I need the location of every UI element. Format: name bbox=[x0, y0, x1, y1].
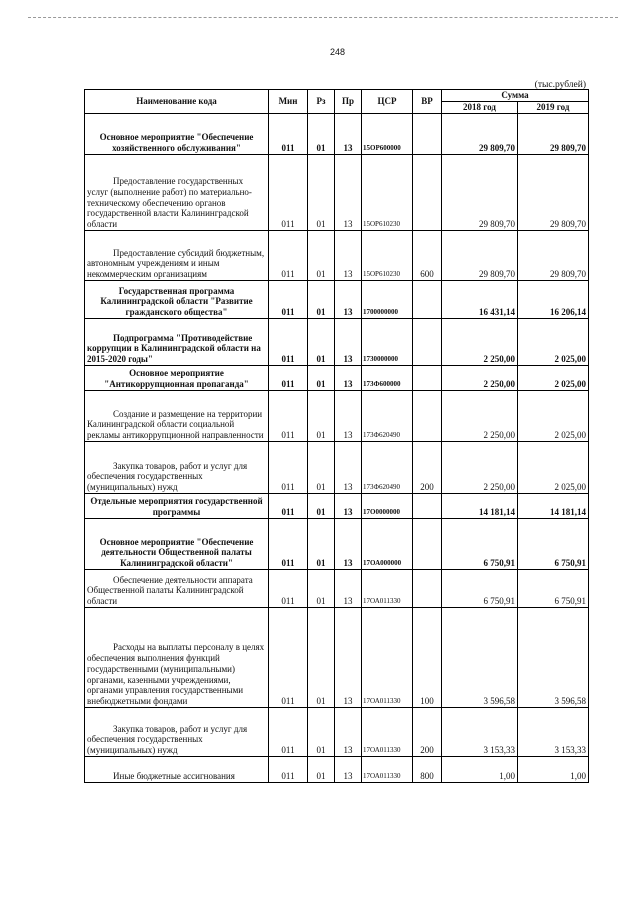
page-number: 248 bbox=[330, 47, 346, 57]
row-name: Расходы на выплаты персоналу в целях обеспечения выполнения функций государственными (муниципальными) органами, казенными учреждениями, органами управления государственными внебюджетными фондами bbox=[85, 607, 269, 707]
row-pr: 13 bbox=[335, 493, 362, 518]
row-csr: 15ОР610230 bbox=[362, 230, 413, 280]
table-row bbox=[85, 493, 589, 518]
row-value-2018: 2 250,00 bbox=[442, 365, 518, 390]
row-rz: 01 bbox=[308, 707, 335, 756]
row-value-2019: 3 153,33 bbox=[518, 707, 589, 756]
row-csr: 1700000000 bbox=[362, 280, 413, 318]
row-csr: 17ОА011330 bbox=[362, 569, 413, 607]
row-name: Создание и размещение на территории Калининградской области социальной рекламы антикоррупционной направленности bbox=[85, 390, 269, 441]
header-rz: Рз bbox=[308, 90, 335, 114]
row-rz: 01 bbox=[308, 441, 335, 493]
row-pr: 13 bbox=[335, 280, 362, 318]
row-min: 011 bbox=[269, 756, 308, 782]
row-value-2018: 29 809,70 bbox=[442, 113, 518, 154]
row-name: Закупка товаров, работ и услуг для обеспечения государственных (муниципальных) нужд bbox=[85, 441, 269, 493]
row-name: Предоставление государственных услуг (выполнение работ) по материально-техническому обеспечению органов государственной власти Калининградской области bbox=[85, 154, 269, 230]
header-year-2018: 2018 год bbox=[442, 101, 518, 113]
row-min: 011 bbox=[269, 493, 308, 518]
row-pr: 13 bbox=[335, 756, 362, 782]
row-min: 011 bbox=[269, 441, 308, 493]
row-pr: 13 bbox=[335, 518, 362, 569]
row-csr: 173Ф600000 bbox=[362, 365, 413, 390]
header-name: Наименование кода bbox=[85, 90, 269, 114]
row-csr: 173Ф620490 bbox=[362, 441, 413, 493]
header-year-2019: 2019 год bbox=[518, 101, 589, 113]
row-value-2019: 29 809,70 bbox=[518, 154, 589, 230]
row-value-2018: 29 809,70 bbox=[442, 230, 518, 280]
row-name: Основное мероприятие "Антикоррупционная пропаганда" bbox=[85, 365, 269, 390]
header-sum: Сумма bbox=[442, 90, 589, 102]
row-pr: 13 bbox=[335, 569, 362, 607]
table-row bbox=[85, 756, 589, 782]
row-vr bbox=[413, 318, 442, 365]
unit-label: (тыс.рублей) bbox=[534, 80, 586, 90]
row-csr: 1730000000 bbox=[362, 318, 413, 365]
row-min: 011 bbox=[269, 707, 308, 756]
table-row bbox=[85, 569, 589, 607]
row-min: 011 bbox=[269, 154, 308, 230]
row-pr: 13 bbox=[335, 607, 362, 707]
row-value-2019: 2 025,00 bbox=[518, 390, 589, 441]
row-csr: 17ОА011330 bbox=[362, 756, 413, 782]
row-name: Подпрограмма "Противодействие коррупции в Калининградской области на 2015-2020 годы" bbox=[85, 318, 269, 365]
row-name: Основное мероприятие "Обеспечение хозяйственного обслуживания" bbox=[85, 113, 269, 154]
row-min: 011 bbox=[269, 518, 308, 569]
table-row bbox=[85, 365, 589, 390]
row-vr: 200 bbox=[413, 441, 442, 493]
row-value-2018: 1,00 bbox=[442, 756, 518, 782]
row-pr: 13 bbox=[335, 390, 362, 441]
row-pr: 13 bbox=[335, 154, 362, 230]
row-min: 011 bbox=[269, 280, 308, 318]
table-row bbox=[85, 390, 589, 441]
row-value-2018: 16 431,14 bbox=[442, 280, 518, 318]
row-rz: 01 bbox=[308, 280, 335, 318]
row-value-2018: 2 250,00 bbox=[442, 390, 518, 441]
header-vr: ВР bbox=[413, 90, 442, 114]
table-row bbox=[85, 441, 589, 493]
row-pr: 13 bbox=[335, 230, 362, 280]
row-value-2018: 14 181,14 bbox=[442, 493, 518, 518]
row-min: 011 bbox=[269, 569, 308, 607]
row-min: 011 bbox=[269, 607, 308, 707]
row-rz: 01 bbox=[308, 390, 335, 441]
header-csr: ЦСР bbox=[362, 90, 413, 114]
header-pr: Пр bbox=[335, 90, 362, 114]
row-value-2018: 6 750,91 bbox=[442, 518, 518, 569]
row-rz: 01 bbox=[308, 365, 335, 390]
row-min: 011 bbox=[269, 365, 308, 390]
row-value-2019: 1,00 bbox=[518, 756, 589, 782]
row-csr: 17О0000000 bbox=[362, 493, 413, 518]
table-row bbox=[85, 230, 589, 280]
header-min: Мин bbox=[269, 90, 308, 114]
row-value-2019: 14 181,14 bbox=[518, 493, 589, 518]
row-min: 011 bbox=[269, 230, 308, 280]
row-rz: 01 bbox=[308, 113, 335, 154]
row-name: Отдельные мероприятия государственной программы bbox=[85, 493, 269, 518]
row-vr bbox=[413, 113, 442, 154]
row-vr bbox=[413, 518, 442, 569]
row-name: Предоставление субсидий бюджетным, автономным учреждениям и иным некоммерческим организациям bbox=[85, 230, 269, 280]
row-name: Основное мероприятие "Обеспечение деятельности Общественной палаты Калининградской области" bbox=[85, 518, 269, 569]
table-row bbox=[85, 318, 589, 365]
row-pr: 13 bbox=[335, 365, 362, 390]
table-row bbox=[85, 280, 589, 318]
row-csr: 17ОА011330 bbox=[362, 707, 413, 756]
row-value-2019: 29 809,70 bbox=[518, 113, 589, 154]
row-value-2018: 3 153,33 bbox=[442, 707, 518, 756]
row-vr bbox=[413, 365, 442, 390]
row-name: Обеспечение деятельности аппарата Общественной палаты Калининградской области bbox=[85, 569, 269, 607]
row-pr: 13 bbox=[335, 318, 362, 365]
table-row bbox=[85, 113, 589, 154]
page-top-border bbox=[28, 17, 618, 18]
row-vr bbox=[413, 390, 442, 441]
row-csr: 15ОР600000 bbox=[362, 113, 413, 154]
row-rz: 01 bbox=[308, 493, 335, 518]
row-value-2019: 6 750,91 bbox=[518, 569, 589, 607]
row-csr: 15ОР610230 bbox=[362, 154, 413, 230]
row-rz: 01 bbox=[308, 318, 335, 365]
row-name: Государственная программа Калининградской области "Развитие гражданского общества" bbox=[85, 280, 269, 318]
row-csr: 17ОА011330 bbox=[362, 607, 413, 707]
row-rz: 01 bbox=[308, 756, 335, 782]
budget-table bbox=[84, 89, 589, 783]
row-pr: 13 bbox=[335, 441, 362, 493]
table-row bbox=[85, 154, 589, 230]
row-value-2018: 2 250,00 bbox=[442, 318, 518, 365]
row-value-2019: 16 206,14 bbox=[518, 280, 589, 318]
row-vr: 200 bbox=[413, 707, 442, 756]
row-value-2019: 3 596,58 bbox=[518, 607, 589, 707]
row-pr: 13 bbox=[335, 707, 362, 756]
row-min: 011 bbox=[269, 318, 308, 365]
row-rz: 01 bbox=[308, 518, 335, 569]
row-value-2018: 2 250,00 bbox=[442, 441, 518, 493]
row-pr: 13 bbox=[335, 113, 362, 154]
table-row bbox=[85, 707, 589, 756]
row-csr: 173Ф620490 bbox=[362, 390, 413, 441]
row-vr: 600 bbox=[413, 230, 442, 280]
row-vr: 100 bbox=[413, 607, 442, 707]
row-vr bbox=[413, 154, 442, 230]
row-rz: 01 bbox=[308, 154, 335, 230]
row-rz: 01 bbox=[308, 569, 335, 607]
row-value-2019: 29 809,70 bbox=[518, 230, 589, 280]
row-vr bbox=[413, 280, 442, 318]
row-value-2018: 29 809,70 bbox=[442, 154, 518, 230]
row-value-2019: 2 025,00 bbox=[518, 441, 589, 493]
row-min: 011 bbox=[269, 390, 308, 441]
row-csr: 17ОА000000 bbox=[362, 518, 413, 569]
row-value-2019: 2 025,00 bbox=[518, 365, 589, 390]
row-rz: 01 bbox=[308, 607, 335, 707]
row-value-2018: 3 596,58 bbox=[442, 607, 518, 707]
row-name: Иные бюджетные ассигнования bbox=[85, 756, 269, 782]
row-name: Закупка товаров, работ и услуг для обеспечения государственных (муниципальных) нужд bbox=[85, 707, 269, 756]
row-value-2018: 6 750,91 bbox=[442, 569, 518, 607]
row-min: 011 bbox=[269, 113, 308, 154]
table-row bbox=[85, 518, 589, 569]
row-vr: 800 bbox=[413, 756, 442, 782]
row-vr bbox=[413, 569, 442, 607]
row-value-2019: 2 025,00 bbox=[518, 318, 589, 365]
row-rz: 01 bbox=[308, 230, 335, 280]
row-vr bbox=[413, 493, 442, 518]
row-value-2019: 6 750,91 bbox=[518, 518, 589, 569]
table-row bbox=[85, 607, 589, 707]
